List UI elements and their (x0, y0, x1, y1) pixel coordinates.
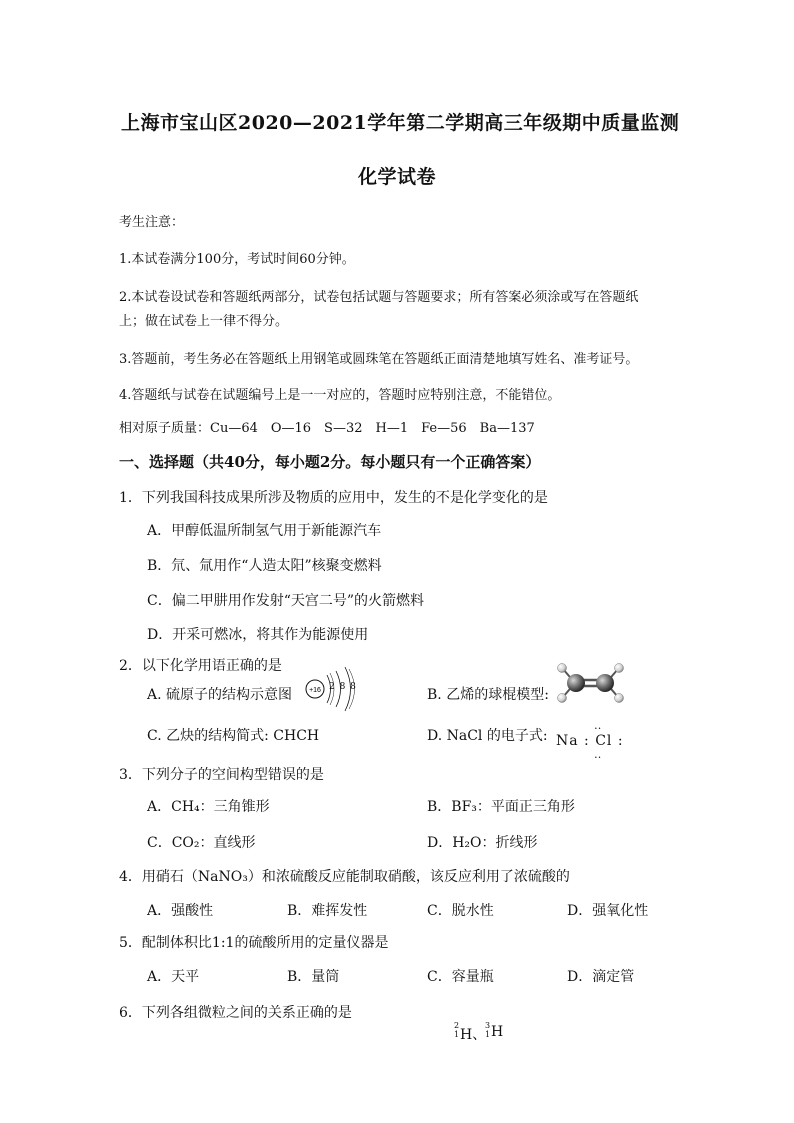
section-heading: 一、选择题（共40分，每小题2分。每小题只有一个正确答案） (119, 453, 541, 471)
notice-4: 4.答题纸与试卷在试题编号上是一一对应的，答题时应特别注意，不能错位。 (119, 388, 561, 403)
q2-stem: 2．以下化学用语正确的是 (119, 658, 282, 674)
notice-header: 考生注意： (119, 215, 185, 230)
atomic-mass-line: 相对原子质量：Cu—64 O—16 S—32 H—1 Fe—56 Ba—137 (119, 421, 535, 436)
q3-option-b: B．BF₃：平面正三角形 (427, 799, 575, 815)
q3-option-d: D．H₂O：折线形 (427, 835, 538, 851)
q5-option-b: B．量筒 (287, 969, 340, 985)
atom-shell-electrons: 2 8 8 (329, 682, 357, 692)
q4-stem: 4．用硝石（NaNO₃）和浓硫酸反应能制取硝酸，该反应利用了浓硫酸的 (119, 869, 570, 885)
q1-option-b: B．氘、氚用作“人造太阳”核聚变燃料 (147, 558, 382, 574)
q5-option-d: D．滴定管 (567, 969, 635, 985)
q3-option-a: A．CH₄：三角锥形 (147, 799, 270, 815)
isotope-notation (454, 1021, 514, 1043)
q4-option-d: D．强氧化性 (567, 903, 649, 919)
q2-option-a: A. 硫原子的结构示意图 (147, 687, 293, 703)
notice-3: 3.答题前，考生务必在答题纸上用钢笔或圆珠笔在答题纸正面清楚地填写姓名、准考证号。 (119, 352, 639, 367)
q2-option-d: D. NaCl 的电子式: (427, 728, 548, 744)
q1-option-a: A．甲醇低温所制氢气用于新能源汽车 (147, 523, 382, 539)
q1-option-d: D．开采可燃冰，将其作为能源使用 (147, 627, 369, 643)
q4-option-c: C．脱水性 (427, 903, 494, 919)
page-title: 上海市宝山区2020—2021学年第二学期高三年级期中质量监测 (121, 112, 680, 134)
q2-option-c: C. 乙炔的结构简式: CHCH (147, 728, 320, 744)
ethylene-ball-stick-model (553, 662, 629, 704)
nacl-dots-top: ‥ (594, 719, 602, 732)
isotope2-symbol: H (491, 1024, 504, 1040)
q4-option-a: A．强酸性 (147, 903, 214, 919)
q5-option-a: A．天平 (147, 969, 200, 985)
page-subtitle: 化学试卷 (358, 166, 437, 188)
notice-2-cont: 上；做在试卷上一律不得分。 (119, 314, 289, 329)
nacl-electron-formula: Na : Cl : (556, 733, 624, 749)
sulfur-atom-diagram (303, 665, 363, 713)
q6-stem: 6．下列各组微粒之间的关系正确的是 (119, 1005, 352, 1021)
notice-1: 1.本试卷满分100分，考试时间60分钟。 (119, 252, 355, 267)
q5-stem: 5．配制体积比1:1的硫酸所用的定量仪器是 (119, 935, 389, 951)
isotope2-mass-number: 3 (485, 1021, 491, 1030)
isotope2-atomic-number: 1 (485, 1030, 491, 1039)
atom-nucleus-charge: +16 (309, 687, 321, 694)
isotope1-symbol: H、 (460, 1027, 487, 1043)
isotope1-mass-number: 2 (454, 1021, 460, 1030)
isotope1-atomic-number: 1 (454, 1030, 460, 1039)
q1-option-c: C．偏二甲肼用作发射“天宫二号”的火箭燃料 (147, 593, 425, 609)
q4-option-b: B．难挥发性 (287, 903, 368, 919)
q3-stem: 3．下列分子的空间构型错误的是 (119, 767, 324, 783)
q3-option-c: C．CO₂：直线形 (147, 835, 256, 851)
q5-option-c: C．容量瓶 (427, 969, 494, 985)
q1-stem: 1．下列我国科技成果所涉及物质的应用中，发生的不是化学变化的是 (119, 490, 548, 506)
q2-option-b: B. 乙烯的球棍模型: (427, 687, 549, 703)
notice-2: 2.本试卷设试卷和答题纸两部分，试卷包括试题与答题要求；所有答案必须涂或写在答题纸 (119, 290, 639, 305)
nacl-dots-bottom: ‥ (594, 748, 602, 761)
